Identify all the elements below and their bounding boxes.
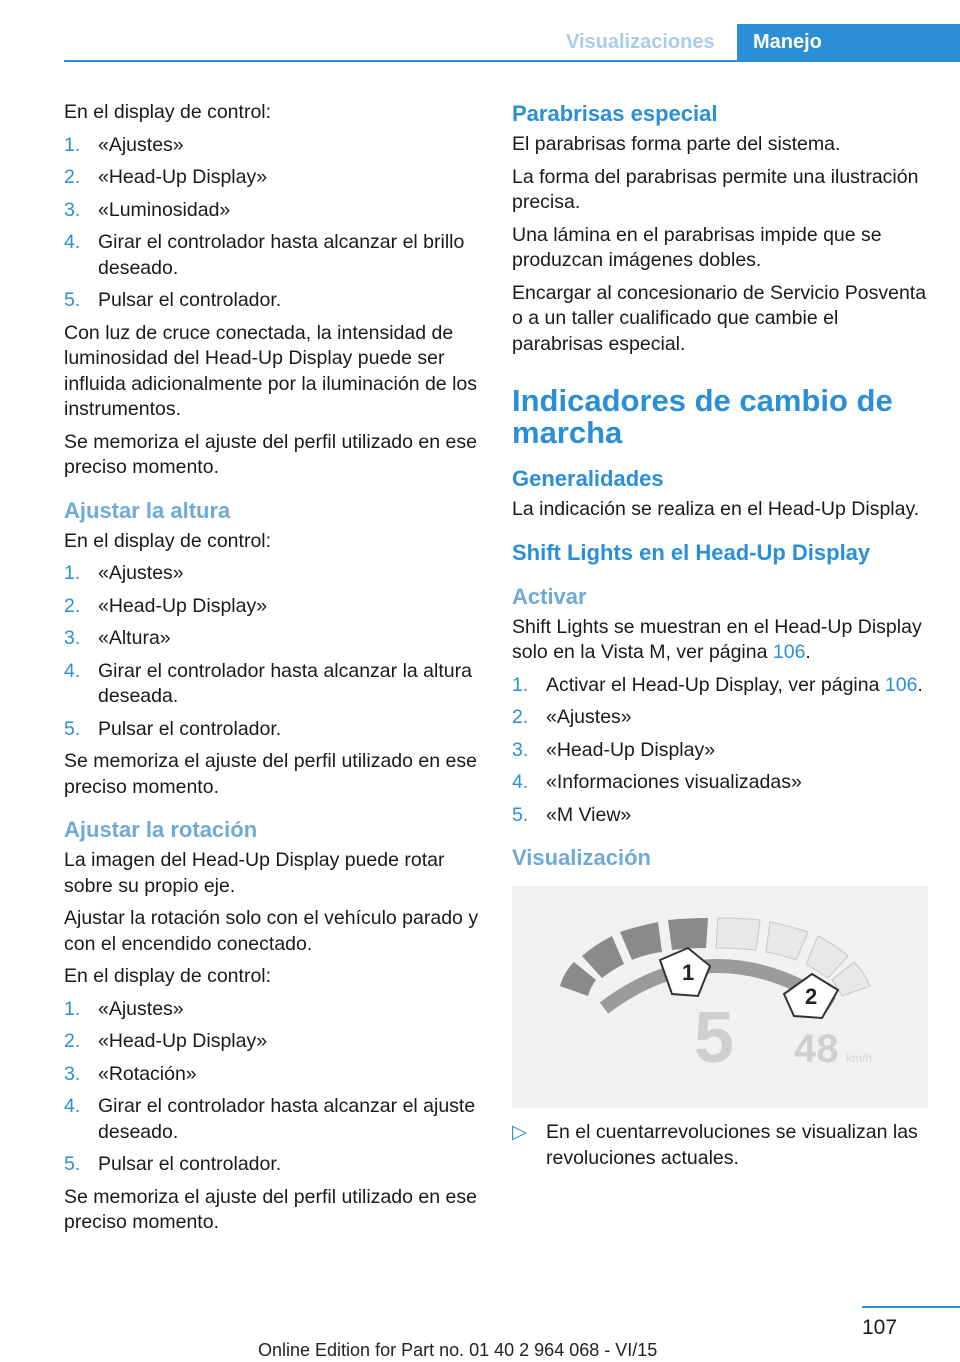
- step-number: 5.: [64, 1153, 81, 1175]
- text: .: [805, 641, 811, 663]
- paragraph: Encargar al concesionario de Servicio Posventa o a un taller cualificado que cambie el parabrisas especial.: [512, 281, 927, 355]
- rpm-segment: [716, 918, 760, 950]
- step-text: «Head-Up Display»: [98, 166, 268, 188]
- list-item: [64, 198, 480, 224]
- list-item: [512, 673, 932, 699]
- list-item: [64, 230, 480, 281]
- list-item: [64, 1029, 480, 1055]
- list-item: [512, 738, 932, 764]
- step-text: Pulsar el controlador.: [98, 289, 282, 311]
- step-text: Girar el controlador hasta alcanzar el brillo deseado.: [98, 231, 465, 279]
- paragraph: En el display de control:: [64, 965, 272, 987]
- list-item: [512, 803, 932, 829]
- paragraph: Una lámina en el parabrisas impide que se produzcan imágenes dobles.: [512, 223, 882, 271]
- shift-lights-figure: [512, 886, 928, 1108]
- step-text: «Ajustes»: [546, 706, 632, 728]
- list-item: [64, 133, 480, 159]
- step-number: 2.: [64, 166, 81, 188]
- paragraph: La indicación se realiza en el Head-Up Display.: [512, 498, 920, 520]
- paragraph: Ajustar la rotación solo con el vehículo parado y con el encendido conectado.: [64, 907, 479, 955]
- edition-footer: Online Edition for Part no. 01 40 2 964 068 - VI/15: [258, 1340, 658, 1360]
- page-link[interactable]: 106: [772, 641, 806, 663]
- paragraph: En el display de control:: [64, 529, 272, 552]
- speed-value: 48: [794, 1027, 839, 1071]
- step-number: 1.: [64, 997, 81, 1020]
- heading-ajustar-altura: Ajustar la altura: [64, 497, 231, 523]
- step-text: Pulsar el controlador.: [98, 717, 282, 740]
- paragraph: La imagen del Head-Up Display puede rotar sobre su propio eje.: [64, 849, 445, 897]
- gear-indicator: 5: [694, 998, 735, 1078]
- step-number: 2.: [64, 1030, 81, 1052]
- step-number: 2.: [512, 706, 529, 728]
- paragraph: Se memoriza el ajuste del perfil utilizado en ese preciso momento.: [64, 750, 477, 798]
- bullet-text: En el cuentarrevoluciones se visualizan las revoluciones actuales.: [546, 1121, 918, 1169]
- page-number: 107: [862, 1316, 898, 1339]
- step-number: 1.: [64, 562, 81, 584]
- list-item: [64, 1152, 480, 1178]
- step-text: .: [917, 673, 923, 696]
- steps-luminosidad: [64, 133, 480, 314]
- step-number: 3.: [64, 1062, 81, 1085]
- text: Shift Lights se muestran en el Head-Up Display solo en la Vista M, ver página: [512, 615, 922, 663]
- step-text: «Ajustes»: [98, 997, 184, 1020]
- bullet-triangle-icon: ▷: [512, 1121, 527, 1143]
- step-number: 3.: [512, 738, 529, 761]
- rpm-segment: [560, 962, 596, 996]
- step-text: «Luminosidad»: [98, 198, 231, 221]
- step-text: Girar el controlador hasta alcanzar la altura deseada.: [98, 659, 472, 707]
- paragraph: Con luz de cruce conectada, la intensidad de luminosidad del Head-Up Display puede ser influida adicionalmente por la iluminación de los instrumentos.: [64, 321, 477, 420]
- paragraph: La forma del parabrisas permite una ilustración precisa.: [512, 165, 919, 213]
- step-text: «Rotación»: [98, 1062, 197, 1085]
- marker-2-label: 2: [805, 984, 818, 1009]
- list-item: [64, 997, 480, 1023]
- heading-ajustar-rotacion: Ajustar la rotación: [64, 817, 258, 842]
- steps-rotacion: [64, 997, 480, 1178]
- step-number: 4.: [64, 659, 81, 682]
- rpm-segment: [582, 936, 624, 978]
- step-number: 5.: [64, 289, 81, 311]
- step-number: 1.: [512, 673, 529, 696]
- heading-indicadores-cambio-marcha: Indicadores de cambio de marcha: [512, 383, 893, 450]
- list-item: [64, 659, 480, 710]
- header-section-tab: Visualizaciones: [566, 31, 715, 53]
- steps-altura: [64, 561, 480, 742]
- bullet-list: [512, 1120, 932, 1171]
- header-chapter-tab: Manejo: [737, 24, 960, 61]
- shift-lights-illustration: [512, 886, 928, 1108]
- header-rule: [64, 60, 960, 62]
- list-item: [64, 717, 480, 743]
- marker-1-label: 1: [682, 960, 695, 985]
- heading-activar: Activar: [512, 583, 587, 609]
- step-text: «Altura»: [98, 627, 171, 649]
- list-item: [64, 1094, 480, 1145]
- list-item: [64, 288, 480, 314]
- step-number: 1.: [64, 133, 81, 156]
- paragraph: El parabrisas forma parte del sistema.: [512, 133, 841, 155]
- step-text: Girar el controlador hasta alcanzar el ajuste deseado.: [98, 1095, 476, 1143]
- step-text: «Head-Up Display»: [98, 1030, 268, 1052]
- list-item: [64, 165, 480, 191]
- step-text: Activar el Head-Up Display, ver página: [546, 673, 885, 696]
- list-item: [64, 594, 480, 620]
- list-item: [64, 561, 480, 587]
- step-text: «Informaciones visualizadas»: [546, 771, 802, 793]
- list-item: [64, 626, 480, 652]
- step-number: 2.: [64, 594, 81, 617]
- steps-activar: [512, 673, 932, 829]
- step-text: «Ajustes»: [98, 562, 184, 584]
- step-number: 4.: [64, 231, 81, 253]
- paragraph: [512, 615, 932, 666]
- paragraph: En el display de control:: [64, 101, 272, 123]
- step-text: «Head-Up Display»: [98, 594, 268, 617]
- right-column: [512, 100, 932, 1171]
- step-number: 4.: [64, 1095, 81, 1117]
- heading-visualizacion: Visualización: [512, 845, 651, 870]
- heading-generalidades: Generalidades: [512, 466, 664, 491]
- step-text: «Ajustes»: [98, 133, 184, 156]
- step-number: 4.: [512, 771, 529, 793]
- list-item: [64, 1062, 480, 1088]
- step-number: 3.: [64, 627, 81, 649]
- heading-parabrisas-especial: Parabrisas especial: [512, 101, 718, 126]
- list-item: [512, 1120, 932, 1171]
- step-number: 3.: [64, 198, 81, 221]
- paragraph: Se memoriza el ajuste del perfil utilizado en ese preciso momento.: [64, 430, 477, 478]
- step-text: Pulsar el controlador.: [98, 1153, 282, 1175]
- step-text: «Head-Up Display»: [546, 738, 716, 761]
- rpm-segment: [766, 922, 808, 960]
- list-item: [512, 705, 932, 731]
- rpm-segment: [668, 918, 708, 950]
- page-link[interactable]: 106: [884, 673, 918, 696]
- step-number: 5.: [512, 803, 529, 826]
- speed-unit: km/h: [846, 1051, 873, 1065]
- rpm-segment: [620, 922, 662, 960]
- footer-rule: [862, 1306, 960, 1308]
- heading-shift-lights: Shift Lights en el Head-Up Display: [512, 539, 871, 565]
- left-column: [64, 100, 480, 1243]
- step-number: 5.: [64, 717, 81, 740]
- list-item: [512, 770, 932, 796]
- step-text: «M View»: [546, 803, 632, 826]
- paragraph: Se memoriza el ajuste del perfil utilizado en ese preciso momento.: [64, 1185, 477, 1233]
